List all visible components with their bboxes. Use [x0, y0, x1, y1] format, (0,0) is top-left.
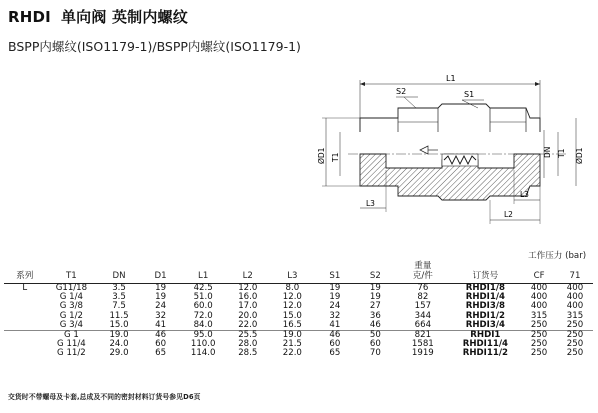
- cell-s2: 60: [369, 339, 381, 350]
- cell-l1: 95.0: [180, 331, 226, 341]
- cell-l1: 60.0: [193, 301, 213, 312]
- cell-71: 400: [566, 301, 584, 312]
- col-weight: 重量 克/件: [396, 261, 449, 284]
- cell-series: [4, 293, 46, 302]
- cell-weight: 1581: [411, 339, 434, 350]
- cell-l2: 28.0: [238, 339, 258, 350]
- cell-s2: 70: [369, 348, 381, 359]
- cell-l3: 19.0: [270, 331, 316, 341]
- spec-table-body: [4, 284, 593, 359]
- cell-order: RHDI3/4: [465, 319, 505, 330]
- cell-cf: 250: [530, 319, 548, 330]
- label-t1-left: T1: [331, 152, 340, 162]
- cell-series: [4, 349, 46, 358]
- cell-l3: 12.0: [282, 292, 302, 303]
- cell-d1: 32: [155, 310, 167, 321]
- cell-cf: 400: [530, 283, 548, 293]
- cell-l1: 51.0: [193, 292, 213, 303]
- label-t1-right: T1: [557, 148, 566, 158]
- col-l2: L2: [226, 261, 270, 284]
- cell-weight: 157: [414, 301, 432, 312]
- cell-t1: G 3/8: [59, 301, 84, 312]
- cell-t1: G 11/4: [57, 339, 86, 350]
- cell-l2: 20.0: [238, 310, 258, 321]
- cell-dn: 24.0: [109, 339, 129, 350]
- cell-series: [4, 302, 46, 311]
- cell-71: 315: [566, 310, 584, 321]
- cell-dn: 3.5: [112, 283, 126, 293]
- cell-l1: 72.0: [193, 310, 213, 321]
- cell-d1: 41: [155, 319, 167, 330]
- label-d1-right: ØD1: [575, 147, 584, 164]
- cell-d1: 19: [155, 292, 167, 303]
- cell-71: 250: [566, 339, 584, 350]
- col-d1: D1: [141, 261, 181, 284]
- body-outline-top: [360, 104, 540, 132]
- cell-dn: 3.5: [112, 292, 126, 303]
- cell-dn: 19.0: [97, 331, 141, 341]
- cell-dn: 15.0: [109, 319, 129, 330]
- cell-weight: 821: [396, 331, 449, 341]
- cell-s2: 27: [369, 301, 381, 312]
- cell-dn: 11.5: [109, 310, 129, 321]
- cell-weight: 344: [414, 310, 432, 321]
- cell-l2: 28.5: [238, 348, 258, 359]
- cell-weight: 664: [414, 319, 432, 330]
- cell-s1: 19: [329, 283, 341, 293]
- cell-s1: 65: [329, 348, 341, 359]
- cell-l3: 22.0: [282, 348, 302, 359]
- cell-s1: 41: [329, 319, 341, 330]
- cell-order: RHDI3/8: [465, 301, 505, 312]
- cell-l3: 16.5: [282, 319, 302, 330]
- cell-l2: 16.0: [238, 292, 258, 303]
- cell-d1: 24: [155, 301, 167, 312]
- product-name: 单向阀 英制内螺纹: [60, 8, 188, 26]
- page-subtitle: BSPP内螺纹(ISO1179-1)/BSPP内螺纹(ISO1179-1): [8, 39, 301, 54]
- cell-l3: 12.0: [282, 301, 302, 312]
- cell-l1: 110.0: [190, 339, 216, 350]
- label-l3-right: L3: [520, 190, 529, 199]
- cell-l2: 22.0: [238, 319, 258, 330]
- cell-d1: 19: [155, 283, 167, 293]
- label-dn: DN: [543, 146, 552, 158]
- cell-t1: G 1/4: [59, 292, 84, 303]
- label-l1: L1: [446, 74, 456, 83]
- cell-l1: 42.5: [193, 283, 213, 293]
- cell-s2: 19: [369, 292, 381, 303]
- cell-d1: 60: [155, 339, 167, 350]
- label-l2: L2: [504, 210, 513, 219]
- col-l1: L1: [180, 261, 226, 284]
- col-l3: L3: [270, 261, 316, 284]
- col-order: 订货号: [450, 261, 522, 284]
- cell-s2: 46: [369, 319, 381, 330]
- cell-order: RHDI11/4: [462, 339, 508, 350]
- cell-71: 400: [566, 292, 584, 303]
- pressure-header: 工作压力 (bar): [528, 250, 587, 261]
- cell-order: RHDI1: [450, 331, 522, 341]
- cell-l3: 8.0: [285, 283, 300, 293]
- page-title: [8, 6, 188, 27]
- cell-order: RHDI1/2: [465, 310, 505, 321]
- cell-l1: 84.0: [193, 319, 213, 330]
- cell-t1: G 3/4: [59, 319, 84, 330]
- cell-t1: G11/18: [55, 283, 88, 293]
- cell-order: RHDI1/8: [465, 283, 505, 293]
- cell-71: 400: [566, 283, 584, 293]
- label-l3-left: L3: [366, 199, 375, 208]
- check-valve-drawing: [318, 70, 588, 238]
- cell-d1: 46: [141, 331, 181, 341]
- col-cf: CF: [521, 261, 557, 284]
- cell-series: [4, 321, 46, 331]
- cell-series: L: [22, 283, 28, 293]
- cell-cf: 250: [530, 339, 548, 350]
- cell-cf: 400: [530, 292, 548, 303]
- cell-71: 250: [566, 319, 584, 330]
- cell-s1: 60: [329, 339, 341, 350]
- cell-l2: 17.0: [238, 301, 258, 312]
- cell-s1: 32: [329, 310, 341, 321]
- cell-series: [4, 340, 46, 349]
- cell-s1: 19: [329, 292, 341, 303]
- cell-l3: 15.0: [282, 310, 302, 321]
- cell-s1: 24: [329, 301, 341, 312]
- cell-weight: 76: [417, 283, 429, 293]
- cell-weight: 82: [417, 292, 429, 303]
- flow-arrow: [420, 146, 428, 154]
- cell-cf: 315: [530, 310, 548, 321]
- cell-l3: 21.5: [282, 339, 302, 350]
- cell-dn: 29.0: [109, 348, 129, 359]
- spec-table-container: [0, 248, 598, 359]
- label-s2: S2: [396, 87, 407, 96]
- cell-s1: 46: [315, 331, 355, 341]
- col-s2: S2: [355, 261, 396, 284]
- cell-t1: G 11/2: [57, 348, 86, 359]
- cell-order: RHDI11/2: [462, 348, 508, 359]
- cell-l2: 25.5: [226, 331, 270, 341]
- cell-t1: G 1: [46, 331, 98, 341]
- table-row: [4, 349, 593, 358]
- col-s1: S1: [315, 261, 355, 284]
- col-series: 系列: [4, 261, 46, 284]
- footnote: 交货时不带螺母及卡套,总成及不同的密封材料订货号参见D6页: [8, 393, 201, 401]
- cell-l1: 114.0: [190, 348, 216, 359]
- label-s1: S1: [464, 90, 475, 99]
- cell-order: RHDI1/4: [465, 292, 505, 303]
- product-code: RHDI: [8, 8, 51, 26]
- cell-cf: 250: [530, 348, 548, 359]
- col-dn: DN: [97, 261, 141, 284]
- col-71: 71: [557, 261, 593, 284]
- cell-71: 250: [566, 348, 584, 359]
- cell-series: [4, 312, 46, 321]
- cell-s2: 36: [369, 310, 381, 321]
- cell-d1: 65: [155, 348, 167, 359]
- cell-s2: 50: [355, 331, 396, 341]
- cell-dn: 7.5: [112, 301, 126, 312]
- cell-cf: 400: [530, 301, 548, 312]
- cell-s2: 19: [369, 283, 381, 293]
- cell-71: 250: [557, 331, 593, 341]
- label-d1-left: ØD1: [317, 147, 326, 164]
- cell-weight: 1919: [411, 348, 434, 359]
- spec-table: [4, 248, 593, 359]
- cell-cf: 250: [521, 331, 557, 341]
- col-t1: T1: [46, 261, 98, 284]
- cell-t1: G 1/2: [59, 310, 84, 321]
- cell-series: [4, 331, 46, 341]
- cell-l2: 12.0: [238, 283, 258, 293]
